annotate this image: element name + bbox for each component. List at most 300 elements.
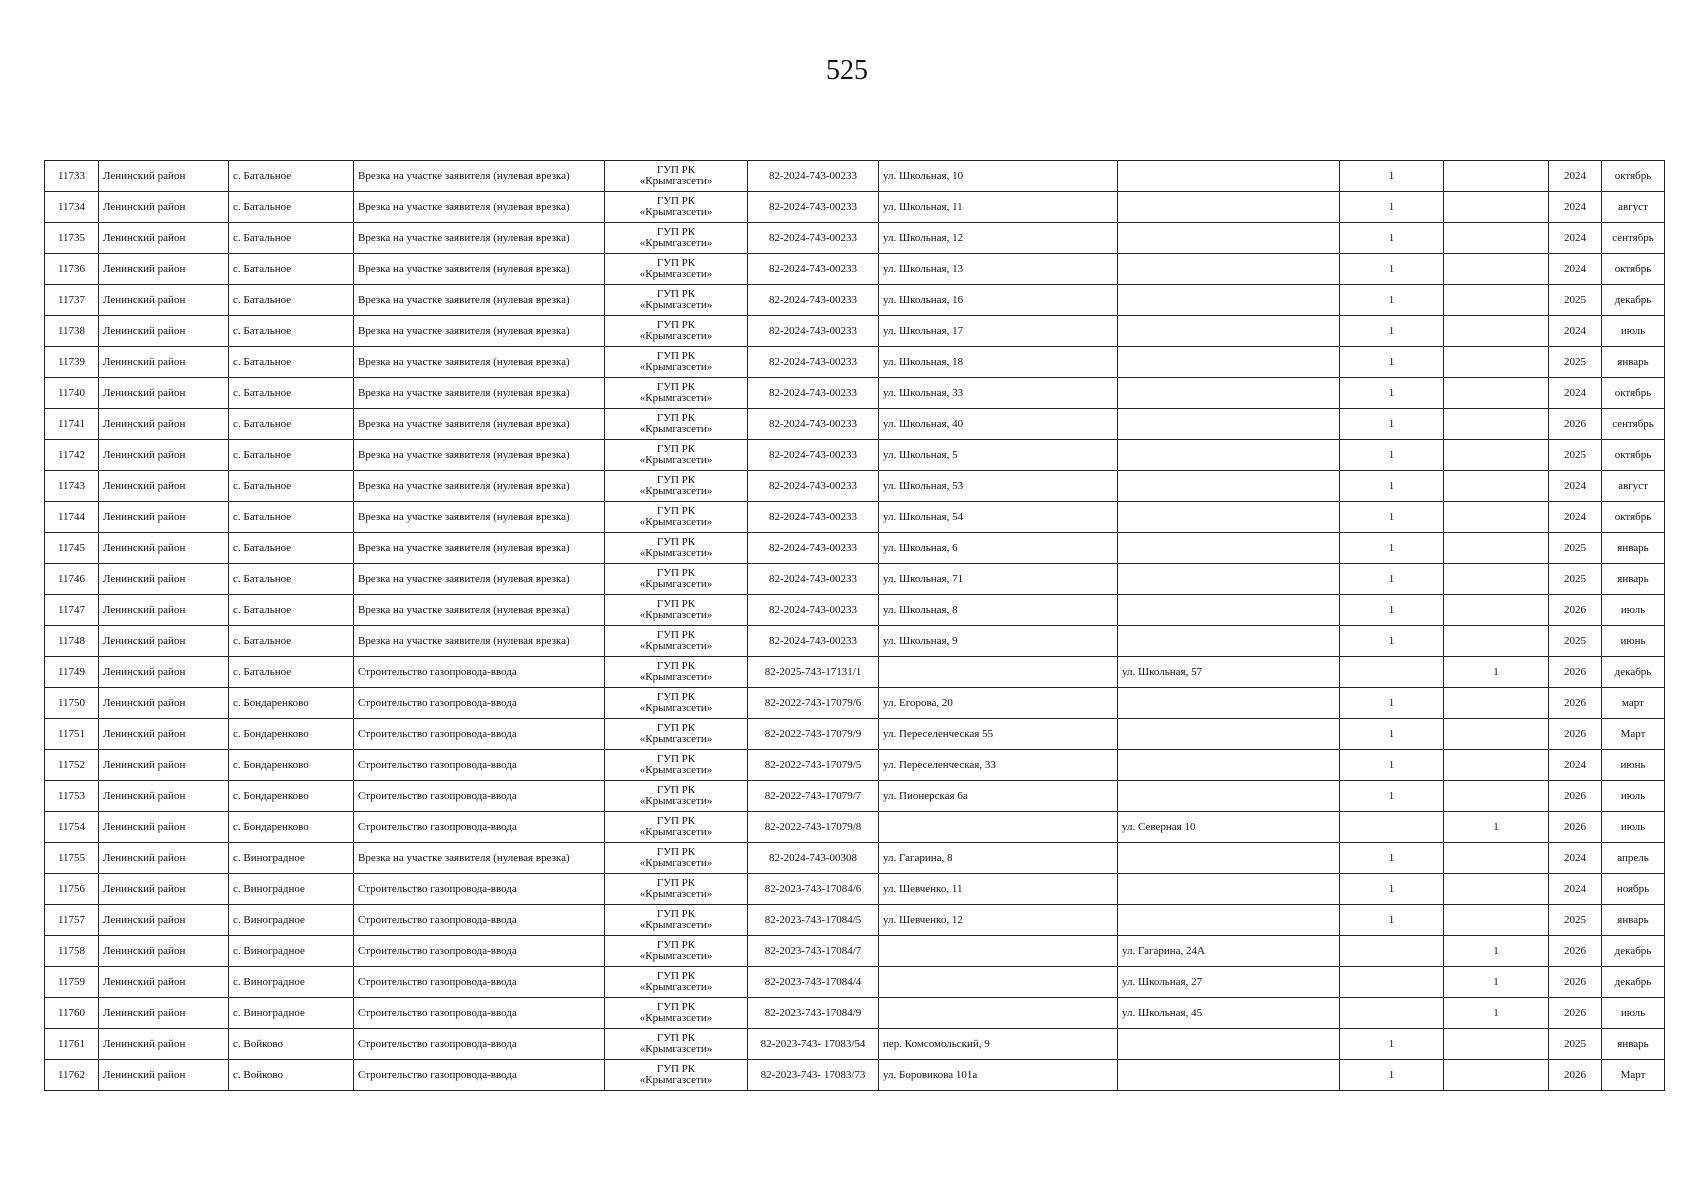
address-cell: ул. Шевченко, 11 [879, 874, 1118, 905]
work-type-cell: Строительство газопровода-ввода [354, 750, 605, 781]
organization-name: ГУП РК [656, 195, 696, 207]
row-number-cell: 11737 [45, 285, 99, 316]
month-cell: декабрь [1602, 657, 1665, 688]
gasification-register-table [44, 160, 1665, 1091]
organization-name: ГУП РК [656, 319, 696, 331]
quantity-cell: 1 [1340, 378, 1444, 409]
request-code-cell: 82-2024-743-00233 [748, 316, 879, 347]
address-cell: ул. Боровикова 101а [879, 1060, 1118, 1091]
district-cell: Ленинский район [99, 254, 229, 285]
second-address-cell [1118, 1060, 1340, 1091]
second-quantity-cell [1444, 161, 1549, 192]
locality-cell: с. Виноградное [229, 874, 354, 905]
second-address-cell [1118, 254, 1340, 285]
row-number-cell: 11744 [45, 502, 99, 533]
request-code-cell: 82-2024-743-00233 [748, 564, 879, 595]
quantity-cell: 1 [1340, 1029, 1444, 1060]
district-cell: Ленинский район [99, 161, 229, 192]
address-cell: ул. Школьная, 71 [879, 564, 1118, 595]
work-type-cell: Строительство газопровода-ввода [354, 1029, 605, 1060]
organization-name: ГУП РК [656, 815, 696, 827]
work-type-cell: Врезка на участке заявителя (нулевая врезка) [354, 347, 605, 378]
row-number-cell: 11741 [45, 409, 99, 440]
row-number-cell: 11753 [45, 781, 99, 812]
organization-cell [605, 874, 748, 905]
second-address-cell [1118, 843, 1340, 874]
work-type-cell: Врезка на участке заявителя (нулевая врезка) [354, 626, 605, 657]
organization-name: ГУП РК [656, 226, 696, 238]
locality-cell: с. Батальное [229, 626, 354, 657]
organization-cell [605, 440, 748, 471]
year-cell: 2026 [1549, 688, 1602, 719]
organization-cell [605, 161, 748, 192]
organization-brand: «Крымгазсети» [639, 857, 713, 869]
organization-brand: «Крымгазсети» [639, 330, 713, 342]
address-cell: ул. Школьная, 40 [879, 409, 1118, 440]
organization-brand: «Крымгазсети» [639, 392, 713, 404]
second-quantity-cell [1444, 347, 1549, 378]
address-cell [879, 812, 1118, 843]
address-cell: ул. Школьная, 17 [879, 316, 1118, 347]
organization-brand: «Крымгазсети» [639, 609, 713, 621]
district-cell: Ленинский район [99, 998, 229, 1029]
request-code-cell: 82-2024-743-00233 [748, 409, 879, 440]
month-cell: октябрь [1602, 254, 1665, 285]
locality-cell: с. Батальное [229, 223, 354, 254]
organization-brand: «Крымгазсети» [639, 671, 713, 683]
request-code-cell: 82-2024-743-00233 [748, 223, 879, 254]
second-address-cell [1118, 595, 1340, 626]
row-number-cell: 11745 [45, 533, 99, 564]
table-row [45, 750, 1665, 781]
row-number-cell: 11739 [45, 347, 99, 378]
year-cell: 2025 [1549, 347, 1602, 378]
address-cell: ул. Школьная, 12 [879, 223, 1118, 254]
second-quantity-cell: 1 [1444, 812, 1549, 843]
work-type-cell: Строительство газопровода-ввода [354, 874, 605, 905]
work-type-cell: Строительство газопровода-ввода [354, 657, 605, 688]
address-cell: ул. Школьная, 53 [879, 471, 1118, 502]
year-cell: 2025 [1549, 1029, 1602, 1060]
organization-brand: «Крымгазсети» [639, 1043, 713, 1055]
locality-cell: с. Виноградное [229, 843, 354, 874]
locality-cell: с. Бондаренково [229, 781, 354, 812]
locality-cell: с. Батальное [229, 192, 354, 223]
address-cell [879, 998, 1118, 1029]
request-code-cell: 82-2024-743-00233 [748, 285, 879, 316]
address-cell: ул. Школьная, 6 [879, 533, 1118, 564]
organization-cell [605, 719, 748, 750]
request-code-cell: 82-2024-743-00233 [748, 440, 879, 471]
second-address-cell [1118, 564, 1340, 595]
month-cell: Март [1602, 719, 1665, 750]
organization-cell [605, 502, 748, 533]
quantity-cell [1340, 998, 1444, 1029]
organization-brand: «Крымгазсети» [639, 175, 713, 187]
row-number-cell: 11756 [45, 874, 99, 905]
row-number-cell: 11743 [45, 471, 99, 502]
district-cell: Ленинский район [99, 626, 229, 657]
locality-cell: с. Батальное [229, 595, 354, 626]
locality-cell: с. Батальное [229, 564, 354, 595]
year-cell: 2025 [1549, 440, 1602, 471]
second-quantity-cell [1444, 285, 1549, 316]
work-type-cell: Врезка на участке заявителя (нулевая врезка) [354, 409, 605, 440]
organization-cell [605, 254, 748, 285]
table-row [45, 874, 1665, 905]
organization-cell [605, 905, 748, 936]
month-cell: июнь [1602, 626, 1665, 657]
locality-cell: с. Бондаренково [229, 688, 354, 719]
month-cell: январь [1602, 1029, 1665, 1060]
second-quantity-cell [1444, 254, 1549, 285]
request-code-cell: 82-2024-743-00308 [748, 843, 879, 874]
month-cell: июль [1602, 316, 1665, 347]
request-code-cell: 82-2024-743-00233 [748, 595, 879, 626]
quantity-cell: 1 [1340, 750, 1444, 781]
table-row [45, 595, 1665, 626]
second-quantity-cell [1444, 502, 1549, 533]
organization-cell [605, 812, 748, 843]
organization-name: ГУП РК [656, 970, 696, 982]
second-quantity-cell [1444, 378, 1549, 409]
table-row [45, 967, 1665, 998]
row-number-cell: 11762 [45, 1060, 99, 1091]
month-cell: июнь [1602, 750, 1665, 781]
locality-cell: с. Батальное [229, 409, 354, 440]
organization-cell [605, 750, 748, 781]
address-cell: ул. Школьная, 10 [879, 161, 1118, 192]
year-cell: 2026 [1549, 781, 1602, 812]
row-number-cell: 11747 [45, 595, 99, 626]
table-row [45, 161, 1665, 192]
row-number-cell: 11749 [45, 657, 99, 688]
organization-brand: «Крымгазсети» [639, 423, 713, 435]
second-quantity-cell [1444, 192, 1549, 223]
organization-cell [605, 223, 748, 254]
organization-name: ГУП РК [656, 753, 696, 765]
work-type-cell: Врезка на участке заявителя (нулевая врезка) [354, 471, 605, 502]
work-type-cell: Строительство газопровода-ввода [354, 967, 605, 998]
month-cell: апрель [1602, 843, 1665, 874]
organization-brand: «Крымгазсети» [639, 237, 713, 249]
address-cell: ул. Шевченко, 12 [879, 905, 1118, 936]
quantity-cell: 1 [1340, 471, 1444, 502]
work-type-cell: Врезка на участке заявителя (нулевая врезка) [354, 254, 605, 285]
district-cell: Ленинский район [99, 223, 229, 254]
second-address-cell [1118, 874, 1340, 905]
year-cell: 2024 [1549, 254, 1602, 285]
work-type-cell: Строительство газопровода-ввода [354, 781, 605, 812]
quantity-cell: 1 [1340, 347, 1444, 378]
quantity-cell: 1 [1340, 688, 1444, 719]
second-address-cell [1118, 347, 1340, 378]
quantity-cell: 1 [1340, 533, 1444, 564]
row-number-cell: 11761 [45, 1029, 99, 1060]
year-cell: 2026 [1549, 657, 1602, 688]
second-address-cell [1118, 285, 1340, 316]
second-quantity-cell: 1 [1444, 657, 1549, 688]
second-address-cell [1118, 719, 1340, 750]
second-quantity-cell [1444, 626, 1549, 657]
month-cell: январь [1602, 347, 1665, 378]
quantity-cell: 1 [1340, 781, 1444, 812]
second-quantity-cell [1444, 905, 1549, 936]
organization-name: ГУП РК [656, 1001, 696, 1013]
work-type-cell: Врезка на участке заявителя (нулевая врезка) [354, 223, 605, 254]
work-type-cell: Врезка на участке заявителя (нулевая врезка) [354, 502, 605, 533]
organization-cell [605, 781, 748, 812]
district-cell: Ленинский район [99, 440, 229, 471]
organization-brand: «Крымгазсети» [639, 299, 713, 311]
second-quantity-cell [1444, 564, 1549, 595]
second-address-cell: ул. Школьная, 45 [1118, 998, 1340, 1029]
quantity-cell: 1 [1340, 316, 1444, 347]
address-cell: ул. Школьная, 9 [879, 626, 1118, 657]
organization-brand: «Крымгазсети» [639, 888, 713, 900]
organization-cell [605, 998, 748, 1029]
organization-name: ГУП РК [656, 443, 696, 455]
year-cell: 2024 [1549, 378, 1602, 409]
request-code-cell: 82-2022-743-17079/5 [748, 750, 879, 781]
organization-name: ГУП РК [656, 877, 696, 889]
second-address-cell [1118, 626, 1340, 657]
organization-brand: «Крымгазсети» [639, 981, 713, 993]
year-cell: 2026 [1549, 595, 1602, 626]
row-number-cell: 11759 [45, 967, 99, 998]
district-cell: Ленинский район [99, 502, 229, 533]
organization-name: ГУП РК [656, 598, 696, 610]
locality-cell: с. Виноградное [229, 936, 354, 967]
request-code-cell: 82-2022-743-17079/8 [748, 812, 879, 843]
locality-cell: с. Бондаренково [229, 719, 354, 750]
month-cell: октябрь [1602, 502, 1665, 533]
table-row [45, 316, 1665, 347]
second-quantity-cell [1444, 874, 1549, 905]
locality-cell: с. Батальное [229, 285, 354, 316]
month-cell: март [1602, 688, 1665, 719]
request-code-cell: 82-2023-743-17084/6 [748, 874, 879, 905]
address-cell: ул. Школьная, 16 [879, 285, 1118, 316]
locality-cell: с. Батальное [229, 254, 354, 285]
organization-cell [605, 1060, 748, 1091]
organization-cell [605, 192, 748, 223]
table-row [45, 1060, 1665, 1091]
district-cell: Ленинский район [99, 378, 229, 409]
organization-cell [605, 285, 748, 316]
organization-brand: «Крымгазсети» [639, 485, 713, 497]
organization-name: ГУП РК [656, 691, 696, 703]
locality-cell: с. Батальное [229, 378, 354, 409]
quantity-cell [1340, 812, 1444, 843]
year-cell: 2025 [1549, 533, 1602, 564]
district-cell: Ленинский район [99, 843, 229, 874]
organization-brand: «Крымгазсети» [639, 361, 713, 373]
request-code-cell: 82-2024-743-00233 [748, 502, 879, 533]
work-type-cell: Врезка на участке заявителя (нулевая врезка) [354, 161, 605, 192]
table-row [45, 719, 1665, 750]
district-cell: Ленинский район [99, 347, 229, 378]
quantity-cell: 1 [1340, 564, 1444, 595]
request-code-cell: 82-2023-743-17084/4 [748, 967, 879, 998]
organization-name: ГУП РК [656, 412, 696, 424]
organization-name: ГУП РК [656, 474, 696, 486]
month-cell: декабрь [1602, 285, 1665, 316]
year-cell: 2024 [1549, 750, 1602, 781]
organization-brand: «Крымгазсети» [639, 547, 713, 559]
month-cell: август [1602, 471, 1665, 502]
month-cell: июль [1602, 781, 1665, 812]
district-cell: Ленинский район [99, 967, 229, 998]
work-type-cell: Строительство газопровода-ввода [354, 688, 605, 719]
organization-name: ГУП РК [656, 846, 696, 858]
district-cell: Ленинский район [99, 471, 229, 502]
district-cell: Ленинский район [99, 936, 229, 967]
table-row [45, 657, 1665, 688]
month-cell: январь [1602, 564, 1665, 595]
month-cell: декабрь [1602, 967, 1665, 998]
locality-cell: с. Батальное [229, 440, 354, 471]
second-quantity-cell [1444, 1060, 1549, 1091]
row-number-cell: 11754 [45, 812, 99, 843]
second-address-cell [1118, 440, 1340, 471]
quantity-cell: 1 [1340, 502, 1444, 533]
organization-name: ГУП РК [656, 505, 696, 517]
locality-cell: с. Батальное [229, 533, 354, 564]
row-number-cell: 11748 [45, 626, 99, 657]
second-address-cell [1118, 502, 1340, 533]
address-cell: ул. Гагарина, 8 [879, 843, 1118, 874]
quantity-cell: 1 [1340, 409, 1444, 440]
month-cell: июль [1602, 812, 1665, 843]
district-cell: Ленинский район [99, 533, 229, 564]
locality-cell: с. Войково [229, 1029, 354, 1060]
month-cell: ноябрь [1602, 874, 1665, 905]
second-quantity-cell [1444, 1029, 1549, 1060]
request-code-cell: 82-2023-743-17084/7 [748, 936, 879, 967]
second-quantity-cell [1444, 316, 1549, 347]
district-cell: Ленинский район [99, 719, 229, 750]
month-cell: октябрь [1602, 161, 1665, 192]
table-row [45, 688, 1665, 719]
locality-cell: с. Виноградное [229, 967, 354, 998]
organization-cell [605, 936, 748, 967]
organization-brand: «Крымгазсети» [639, 268, 713, 280]
work-type-cell: Строительство газопровода-ввода [354, 812, 605, 843]
quantity-cell: 1 [1340, 595, 1444, 626]
row-number-cell: 11734 [45, 192, 99, 223]
district-cell: Ленинский район [99, 905, 229, 936]
locality-cell: с. Батальное [229, 502, 354, 533]
month-cell: Март [1602, 1060, 1665, 1091]
second-address-cell [1118, 316, 1340, 347]
work-type-cell: Строительство газопровода-ввода [354, 998, 605, 1029]
address-cell: ул. Школьная, 8 [879, 595, 1118, 626]
quantity-cell: 1 [1340, 719, 1444, 750]
second-quantity-cell [1444, 595, 1549, 626]
organization-brand: «Крымгазсети» [639, 1012, 713, 1024]
quantity-cell: 1 [1340, 905, 1444, 936]
request-code-cell: 82-2022-743-17079/6 [748, 688, 879, 719]
table-body [45, 161, 1665, 1091]
work-type-cell: Строительство газопровода-ввода [354, 905, 605, 936]
organization-brand: «Крымгазсети» [639, 950, 713, 962]
month-cell: октябрь [1602, 440, 1665, 471]
organization-cell [605, 843, 748, 874]
district-cell: Ленинский район [99, 750, 229, 781]
second-address-cell [1118, 223, 1340, 254]
month-cell: октябрь [1602, 378, 1665, 409]
second-address-cell [1118, 750, 1340, 781]
work-type-cell: Врезка на участке заявителя (нулевая врезка) [354, 285, 605, 316]
second-address-cell: ул. Школьная, 27 [1118, 967, 1340, 998]
locality-cell: с. Батальное [229, 347, 354, 378]
organization-brand: «Крымгазсети» [639, 206, 713, 218]
district-cell: Ленинский район [99, 564, 229, 595]
organization-cell [605, 1029, 748, 1060]
district-cell: Ленинский район [99, 595, 229, 626]
month-cell: январь [1602, 905, 1665, 936]
table-row [45, 502, 1665, 533]
request-code-cell: 82-2024-743-00233 [748, 533, 879, 564]
second-address-cell [1118, 471, 1340, 502]
row-number-cell: 11760 [45, 998, 99, 1029]
organization-brand: «Крымгазсети» [639, 826, 713, 838]
work-type-cell: Строительство газопровода-ввода [354, 936, 605, 967]
row-number-cell: 11746 [45, 564, 99, 595]
organization-name: ГУП РК [656, 381, 696, 393]
table-row [45, 192, 1665, 223]
table-row [45, 347, 1665, 378]
organization-brand: «Крымгазсети» [639, 578, 713, 590]
year-cell: 2024 [1549, 874, 1602, 905]
locality-cell: с. Батальное [229, 471, 354, 502]
organization-name: ГУП РК [656, 1032, 696, 1044]
year-cell: 2024 [1549, 502, 1602, 533]
organization-cell [605, 626, 748, 657]
locality-cell: с. Бондаренково [229, 812, 354, 843]
organization-name: ГУП РК [656, 1063, 696, 1075]
table-row [45, 223, 1665, 254]
organization-name: ГУП РК [656, 908, 696, 920]
organization-brand: «Крымгазсети» [639, 454, 713, 466]
table-row [45, 626, 1665, 657]
year-cell: 2026 [1549, 812, 1602, 843]
organization-cell [605, 378, 748, 409]
year-cell: 2024 [1549, 471, 1602, 502]
work-type-cell: Врезка на участке заявителя (нулевая врезка) [354, 316, 605, 347]
organization-brand: «Крымгазсети» [639, 919, 713, 931]
row-number-cell: 11735 [45, 223, 99, 254]
month-cell: июль [1602, 595, 1665, 626]
second-address-cell [1118, 533, 1340, 564]
organization-name: ГУП РК [656, 350, 696, 362]
address-cell: ул. Переселенческая, 33 [879, 750, 1118, 781]
second-quantity-cell [1444, 533, 1549, 564]
work-type-cell: Врезка на участке заявителя (нулевая врезка) [354, 440, 605, 471]
address-cell: ул. Школьная, 11 [879, 192, 1118, 223]
district-cell: Ленинский район [99, 285, 229, 316]
second-address-cell: ул. Гагарина, 24А [1118, 936, 1340, 967]
second-address-cell [1118, 378, 1340, 409]
row-number-cell: 11750 [45, 688, 99, 719]
organization-name: ГУП РК [656, 629, 696, 641]
address-cell: ул. Школьная, 54 [879, 502, 1118, 533]
address-cell: ул. Пионерская 6а [879, 781, 1118, 812]
second-quantity-cell [1444, 471, 1549, 502]
request-code-cell: 82-2024-743-00233 [748, 347, 879, 378]
table-row [45, 409, 1665, 440]
